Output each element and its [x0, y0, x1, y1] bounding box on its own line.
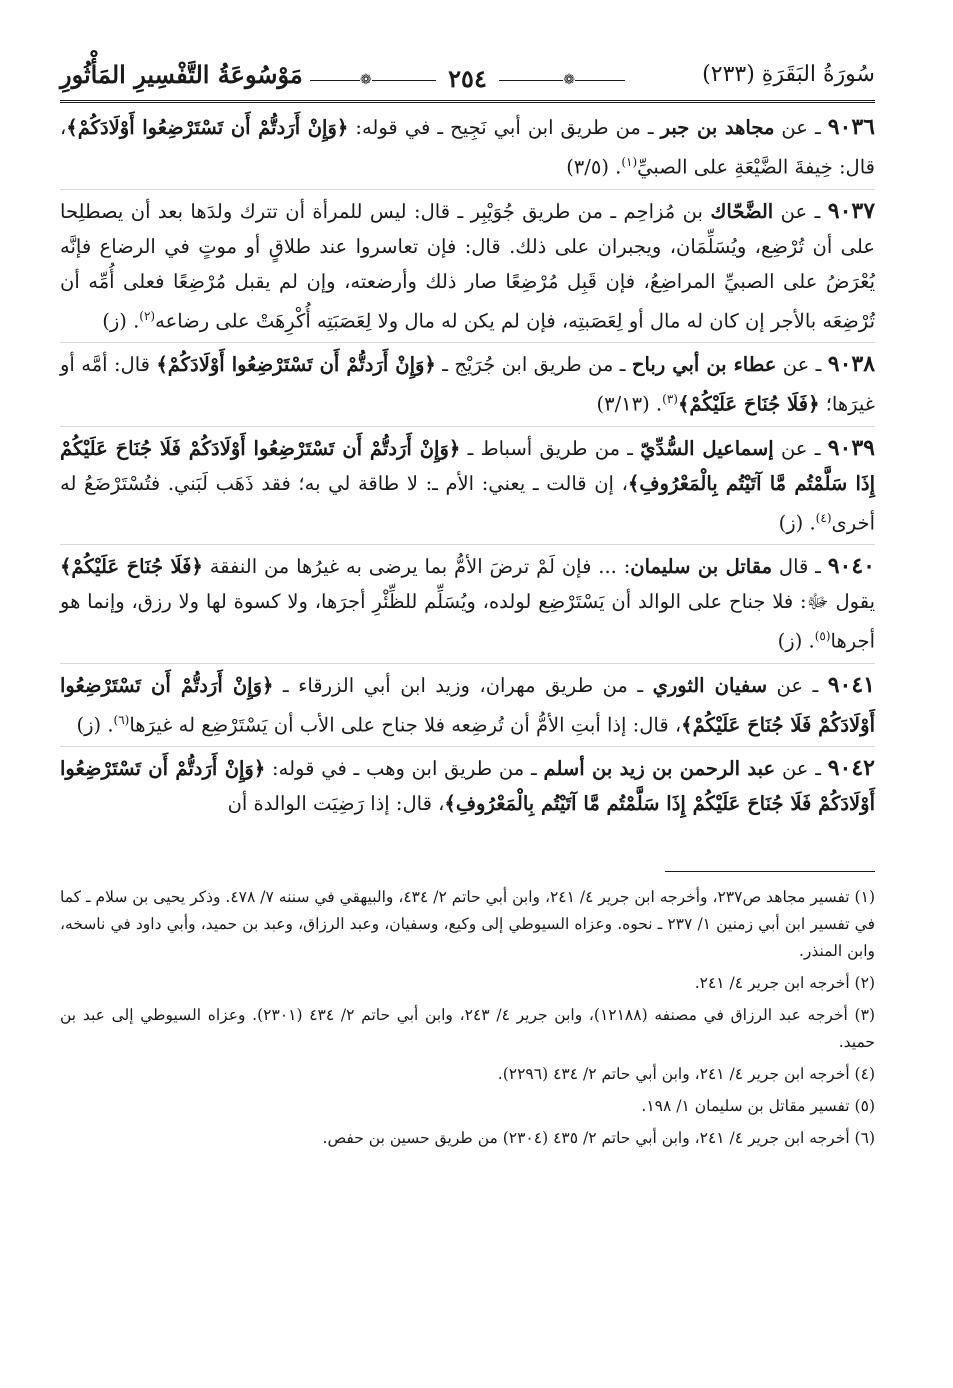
entry-number: ٩٠٤١: [827, 671, 875, 698]
entry-text: . (ز): [102, 309, 140, 332]
entry-text: ـ من طريق ابن أبي نَجِيح ـ في قوله:: [348, 116, 661, 139]
entry: [60, 110, 875, 185]
quran-quote: ﴿وَإِنْ أَرَدتُّمْ أَن تَسْتَرْضِعُوا أَوْلَادَكُمْ فَلَا جُنَاحَ عَلَيْكُمْ﴾: [60, 673, 875, 736]
footnote-ref: (٥): [814, 629, 831, 643]
entry: [60, 549, 875, 659]
entry-divider: [60, 544, 875, 545]
narrator-name: مقاتل بن سليمان: [630, 555, 773, 578]
quran-quote: ﴿فَلَا جُنَاحَ عَلَيْكُمْ﴾: [677, 392, 820, 416]
narrator-name: سفيان الثوري: [652, 673, 768, 697]
footnote: (٢) أخرجه ابن جرير ٤/ ٢٤١.: [694, 974, 875, 992]
entry-text: . (٣/٥): [566, 155, 622, 179]
page: [60, 60, 875, 1157]
entry: [60, 194, 875, 339]
entry-number: ٩٠٣٩: [827, 434, 875, 461]
narrator-name: إسماعيل السُّدِّيّ: [640, 436, 774, 460]
narrator-name: الضَّحّاك: [710, 199, 774, 223]
entry-text: ـ قال: [772, 555, 821, 578]
quran-quote: ﴿وَإِنْ أَرَدتُّمْ أَن تَسْتَرْضِعُوا أَوْلَادَكُمْ فَلَا جُنَاحَ عَلَيْكُمْ إِذَا سَلَّمْتُم مَّا آتَيْتُم بِالْمَعْرُوفِ﴾: [60, 757, 875, 815]
quran-quote: ﴿وَإِنْ أَرَدتُّمْ أَن تَسْتَرْضِعُوا أَوْلَادَكُمْ﴾: [156, 353, 436, 376]
entry: [60, 347, 875, 422]
entry: [60, 751, 875, 821]
entry-text: ، قال: إذا أبتِ الأمُّ أن تُرضِعه فلا جناح على الأب أن يَسْتَرْضِع له غيرَها: [129, 713, 682, 736]
footnote-ref: (٦): [113, 712, 130, 727]
entry-text: بن مُزاحِم ـ من طريق جُوَيْبِر ـ قال: ليس للمرأة أن تترك ولدَها بعد أن يصطلِحا على أن تُرْضِع، ويُسَلِّمَان، ويجبران على ذلك. قال: فإن تعاسروا عند طلاقٍ أو موتٍ في الرضاع فإنَّه يُعْرَضُ على الصبيِّ المراضِعُ، فإن قَبِل مُرْضِعًا صار ذلك وأرضعته، وإن لم يقبل مُرْضِعًا فعلى أُمِّه أن تُرْضِعَه بالأجر إن كان له مال أو لِعَصَبتِه، فإن لم يكن له مال ولا لِعَصَبَتِه أُكْرِهَتْ على رضاعه: [60, 199, 875, 332]
entry-text: . (ز): [777, 629, 815, 653]
entry-text: ـ من طريق مهران، وزيد ابن أبي الزرقاء ـ: [273, 673, 653, 697]
footnotes: [60, 884, 875, 1152]
entry-text: ـ عن: [775, 757, 821, 780]
entry-text: ـ من طريق ابن وهب ـ في قوله:: [265, 757, 544, 780]
footnote-ref: (٤): [815, 510, 832, 525]
entry-text: . (٣/١٣): [596, 392, 663, 416]
quran-quote: ﴿وَإِنْ أَرَدتُّمْ أَن تَسْتَرْضِعُوا أَوْلَادَكُمْ﴾: [66, 116, 349, 139]
entry-divider: [60, 189, 875, 190]
entry-text: يقول ﷻ: فلا جناح على الوالد أن يَسْتَرْضِع لولده، ويُسَلِّم للظِّئْرِ أجرَها، ولا كسوة لها ولا رزق، وإنما هو أجرها: [60, 590, 875, 653]
footnote-ref: (٣): [662, 392, 678, 406]
entries: [60, 110, 875, 821]
footnote-ref: (٢): [139, 308, 156, 323]
entry-text: . (ز): [76, 713, 114, 736]
narrator-name: عبد الرحمن بن زيد بن أسلم: [543, 757, 776, 780]
narrator-name: عطاء بن أبي رباح: [631, 353, 777, 376]
entry-text: ـ عن: [773, 436, 821, 460]
narrator-name: مجاهد بن جبر: [660, 116, 775, 139]
entry-text: ـ عن: [776, 353, 822, 376]
entry: [60, 431, 875, 541]
footnote: (٣) أخرجه عبد الرزاق في مصنفه (١٢١٨٨)، وابن جرير ٤/ ٢٤٣، وابن أبي حاتم ٢/ ٤٣٤ (٢٣٠١). وعزاه السيوطي إلى عبد بن حميد.: [60, 1006, 875, 1051]
footnote: (٤) أخرجه ابن جرير ٤/ ٢٤١، وابن أبي حاتم ٢/ ٤٣٤ (٢٢٩٦).: [497, 1065, 875, 1083]
ornament-icon: ❁: [563, 72, 575, 88]
entry-number: ٩٠٣٨: [827, 351, 876, 377]
ornament-icon: ❁: [360, 72, 372, 88]
entry-divider: [60, 663, 875, 664]
footnote: (٦) أخرجه ابن جرير ٤/ ٢٤١، وابن أبي حاتم ٢/ ٤٣٥ (٢٣٠٤) من طريق حسين بن حفص.: [322, 1129, 875, 1147]
header-rule: [60, 100, 875, 103]
entry-divider: [60, 426, 875, 427]
entry-number: ٩٠٤٠: [827, 553, 875, 579]
quran-quote: ﴿وَإِنْ أَرَدتُّمْ أَن تَسْتَرْضِعُوا أَوْلَادَكُمْ فَلَا جُنَاحَ عَلَيْكُمْ إِذَا سَلَّمْتُم مَّا آتَيْتُم بِالْمَعْرُوفِ﴾: [60, 436, 876, 495]
quran-quote: ﴿فَلَا جُنَاحَ عَلَيْكُمْ﴾: [60, 555, 203, 578]
page-number: ٢٥٤: [436, 64, 499, 93]
entry-number: ٩٠٣٧: [827, 197, 876, 224]
entry-text: قال: أمَّه أو غيرَها؛: [60, 353, 875, 416]
entry-divider: [60, 746, 875, 747]
entry-text: ، إن قالت ـ يعني: الأم ـ: لا طاقة لي به؛ فقد ذَهَب لَبَني. فتُسْتَرْضَعُ له أخرى: [60, 471, 875, 534]
entry-text: ـ عن: [767, 673, 819, 697]
footnote-ref: (١): [621, 155, 638, 169]
entry-divider: [60, 342, 875, 343]
book-title: مَوْسُوعَةُ التَّفْسِيرِ المَأْثُورِ: [60, 60, 303, 89]
surah-title: سُورَةُ البَقَرَةِ (٢٣٣): [702, 62, 875, 87]
entry-number: ٩٠٣٦: [827, 114, 875, 140]
entry-number: ٩٠٤٢: [827, 755, 875, 781]
entry-text: ـ عن: [773, 199, 821, 223]
page-header: [60, 60, 875, 100]
entry-text: ـ من طريق ابن جُرَيْج ـ: [435, 353, 632, 376]
footnote: (١) تفسير مجاهد ص٢٣٧، وأخرجه ابن جرير ٤/ ٢٤١، وابن أبي حاتم ٢/ ٤٣٤، والبيهقي في سننه ٧/ ٤٧٨. وذكر يحيى بن سلام ـ كما في تفسير ابن أبي زمنين ١/ ٢٣٧ ـ نحوه. وعزاه السيوطي إلى وكيع، وسفيان، وعبد الرزاق، وعبد بن حميد، وأبي داود في ناسخه، وابن المنذر.: [60, 888, 876, 960]
entry-text: ، قال: إذا رَضِيَت الوالدة أن: [227, 792, 445, 815]
footnote-separator: [665, 871, 875, 872]
entry-text: ـ عن: [774, 116, 821, 139]
entry-text: : ... فإن لَمْ ترضَ الأمُّ بما يرضى به غيرُها من النفقة: [202, 555, 631, 578]
entry: [60, 668, 875, 743]
entry-text: . (ز): [778, 511, 816, 534]
footnote: (٥) تفسير مقاتل بن سليمان ١/ ١٩٨.: [641, 1097, 875, 1115]
entry-text: ، قال: خِيفةَ الضَّيْعَةِ على الصبيِّ: [60, 116, 875, 179]
entry-text: ـ من طريق أسباط ـ: [460, 436, 641, 460]
